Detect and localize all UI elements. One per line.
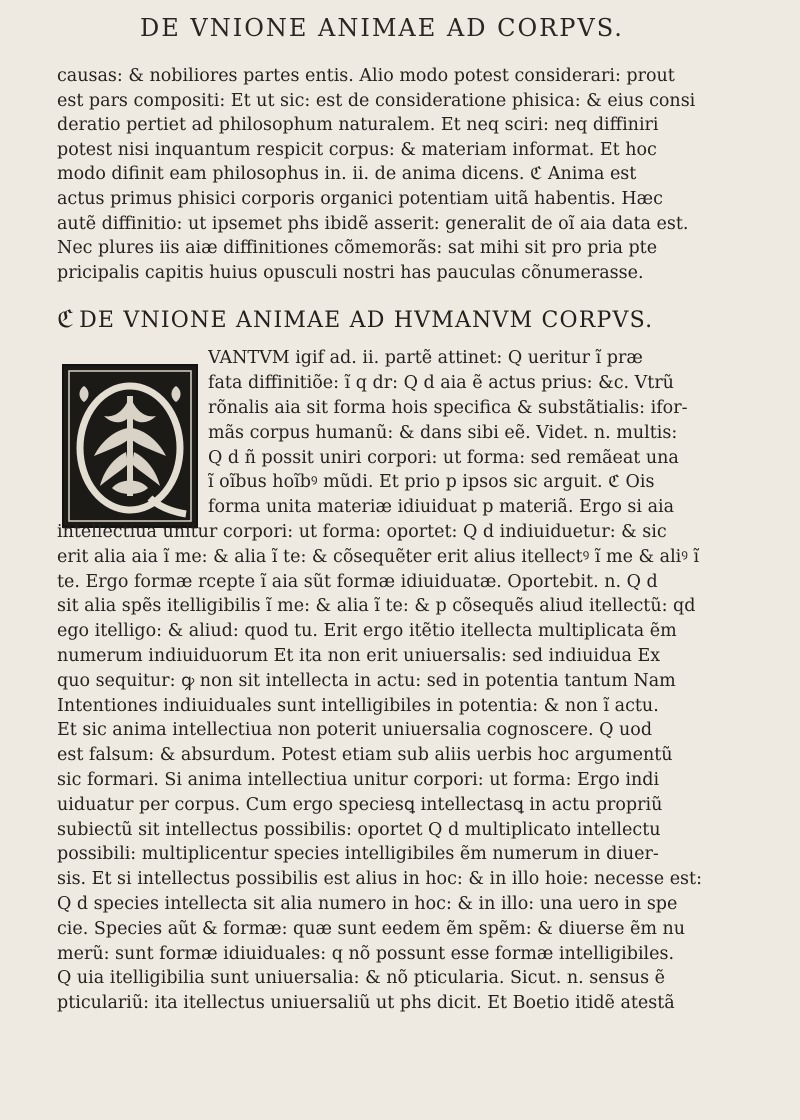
text-line: potest nisi inquantum respicit corpus: & materiam informat. Et hoc — [57, 139, 657, 160]
text-line: quo sequitur: ꝙ non sit intellecta in actu: sed in potentia tantum Nam — [57, 670, 676, 691]
text-line: est pars compositi: Et ut sic: est de consideratione phisica: & eius consi — [57, 90, 696, 111]
woodcut-initial-letter — [62, 364, 198, 528]
text-line: Nec plures iis aiæ diffinitiones cõmemorãs: sat mihi sit pro pria pte — [57, 238, 658, 259]
running-head: DE VNIONE ANIMAE AD CORPVS. — [140, 14, 624, 42]
text-line: uiduatur per corpus. Cum ergo speciesꝗ intellectasꝗ in actu propriũ — [57, 794, 663, 815]
text-line: autẽ diffinitio: ut ipsemet phs ibidẽ asserit: generalit de oĩ aia data est. — [57, 213, 689, 234]
text-line: numerum indiuiduorum Et ita non erit uniuersalis: sed indiuidua Ex — [57, 645, 661, 666]
section-heading-text: DE VNIONE ANIMAE AD HVMANVM CORPVS. — [79, 308, 654, 333]
text-line: causas: & nobiliores partes entis. Alio modo potest considerari: prout — [57, 66, 675, 86]
text-line: pticulariũ: ita itellectus uniuersaliũ ut phs dicit. Et Boetio itidẽ atestã — [57, 993, 675, 1014]
text-line: sis. Et si intellectus possibilis est alius in hoc: & in illo hoie: necesse est: — [57, 869, 702, 890]
text-line: est falsum: & absurdum. Potest etiam sub aliis uerbis hoc argumentũ — [57, 745, 673, 766]
text-line: merũ: sunt formæ idiuiduales: q nõ possunt esse formæ intelligibiles. — [57, 943, 675, 964]
text-line: actus primus phisici corporis organici potentiam uitã habentis. Hæc — [57, 188, 663, 209]
text-line: cie. Species aũt & formæ: quæ sunt eedem ẽm spẽm: & diuerse ẽm nu — [57, 918, 686, 939]
text-line: modo difinit eam philosophus in. ii. de anima dicens. ℭ Anima est — [57, 164, 637, 185]
text-line: ego itelligo: & aliud: quod tu. Erit ergo itẽtio itellecta multiplicata ẽm — [57, 621, 677, 642]
text-line: rõnalis aia sit forma hois specifica & substãtialis: ifor- — [208, 397, 688, 418]
text-line: erit alia aia ĩ me: & alia ĩ te: & cõsequẽter erit alius itellectꝰ ĩ me & aliꝰ ĩ — [57, 546, 700, 567]
text-line: deratio pertiet ad philosophum naturalem. Et neq sciri: neq diffiniri — [57, 115, 659, 136]
text-line: te. Ergo formæ rcepte ĩ aia sũt formæ idiuiduatæ. Oportebit. n. Q d — [57, 571, 658, 592]
text-line: Q d species intellecta sit alia numero in hoc: & in illo: una uero in spe — [57, 893, 678, 914]
text-line: forma unita materiæ idiuiduat p materiã. Ergo si aia — [208, 497, 675, 518]
text-line: Q d ñ possit uniri corpori: ut forma: sed remãeat una — [208, 447, 679, 468]
text-line: sic formari. Si anima intellectiua unitur corpori: ut forma: Ergo indi — [57, 769, 660, 790]
text-line: VANTVM igif ad. ii. partẽ attinet: Q ueritur ĩ præ — [208, 348, 643, 368]
text-line: Intentiones indiuiduales sunt intelligibiles in potentia: & non ĩ actu. — [57, 695, 659, 716]
initial-wrapped-text — [208, 346, 708, 520]
section-heading — [57, 305, 717, 333]
paragraph-2 — [57, 520, 707, 1016]
text-line: fata diffinitiõe: ĩ q dr: Q d aia ẽ actus prius: &c. Vtrũ — [208, 372, 674, 393]
text-line: mãs corpus humanũ: & dans sibi eẽ. Videt. n. multis: — [208, 422, 678, 443]
text-line: intellectiua unitur corpori: ut forma: oportet: Q d indiuiduetur: & sic — [57, 522, 667, 542]
text-line: ĩ oĩbus hoĩbꝰ mũdi. Et prio p ipsos sic arguit. ℭ Ois — [208, 472, 655, 493]
text-line: subiectũ sit intellectus possibilis: oportet Q d multiplicato intellectu — [57, 819, 661, 840]
text-line: pricipalis capitis huius opusculi nostri has pauculas cõnumerasse. — [57, 262, 644, 283]
text-line: sit alia spẽs itelligibilis ĩ me: & alia ĩ te: & p cõsequẽs aliud itellectũ: qd — [57, 596, 696, 617]
paragraph-1 — [57, 64, 707, 285]
text-line: Et sic anima intellectiua non poterit uniuersalia cognoscere. Q uod — [57, 720, 653, 741]
text-line: Q uia itelligibilia sunt uniuersalia: & nõ pticularia. Sicut. n. sensus ẽ — [57, 968, 666, 989]
text-line: possibili: multiplicentur species intelligibiles ẽm numerum in diuer- — [57, 844, 659, 865]
paragraph-mark: ℭ — [57, 305, 76, 333]
